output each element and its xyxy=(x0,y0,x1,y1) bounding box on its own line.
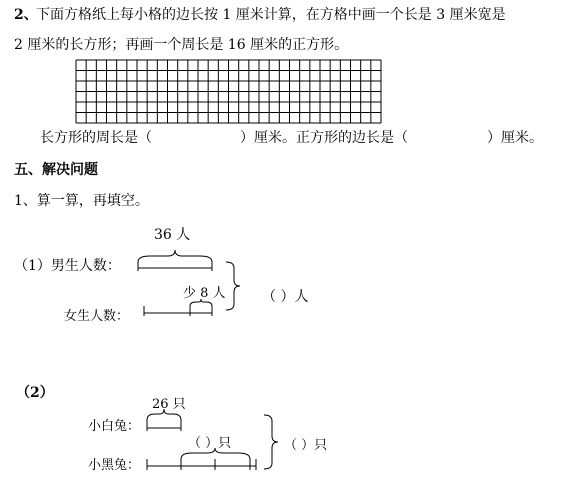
less-label: 少 8 人 xyxy=(183,286,226,301)
black-rabbit-label: 小黑兔： xyxy=(88,458,141,473)
question-2-line-2: 2 厘米的长方形；再画一个周长是 16 厘米的正方形。 xyxy=(14,37,349,53)
girls-count-diagram xyxy=(144,299,212,316)
question-2-line-1: 下面方格纸上每小格的边长按 1 厘米计算，在方格中画一个长是 3 厘米宽是 xyxy=(36,7,506,23)
white-rabbit-label: 小白兔： xyxy=(88,419,141,434)
boys-count-diagram xyxy=(138,250,212,271)
boys-brace xyxy=(138,250,212,262)
girls-count-label: 女生人数： xyxy=(64,309,130,324)
boys-count-label: （1）男生人数： xyxy=(14,258,121,274)
white-rabbit-value: 26 只 xyxy=(152,397,186,412)
black-rabbit-diagram xyxy=(147,448,256,470)
black-rabbit-blank: （ ）只 xyxy=(188,436,232,451)
total-brace-1 xyxy=(226,262,240,310)
total-brace-2 xyxy=(264,415,278,469)
boys-total-label: 36 人 xyxy=(154,227,191,243)
part-2-label: （2） xyxy=(16,385,54,401)
square-side-prompt: ）厘米。正方形的边长是（ xyxy=(240,130,408,146)
square-side-unit: ）厘米。 xyxy=(487,130,543,146)
white-rabbit-diagram xyxy=(147,409,181,431)
section-5-heading: 五、解决问题 xyxy=(14,162,98,178)
question-1-title: 1、算一算，再填空。 xyxy=(14,193,149,209)
question-number-2: 2、 xyxy=(14,7,38,23)
answer-blank-1: （ ）人 xyxy=(262,289,309,305)
answer-blank-2: （ ）只 xyxy=(284,438,328,453)
rect-perimeter-prompt: 长方形的周长是（ xyxy=(40,130,152,146)
